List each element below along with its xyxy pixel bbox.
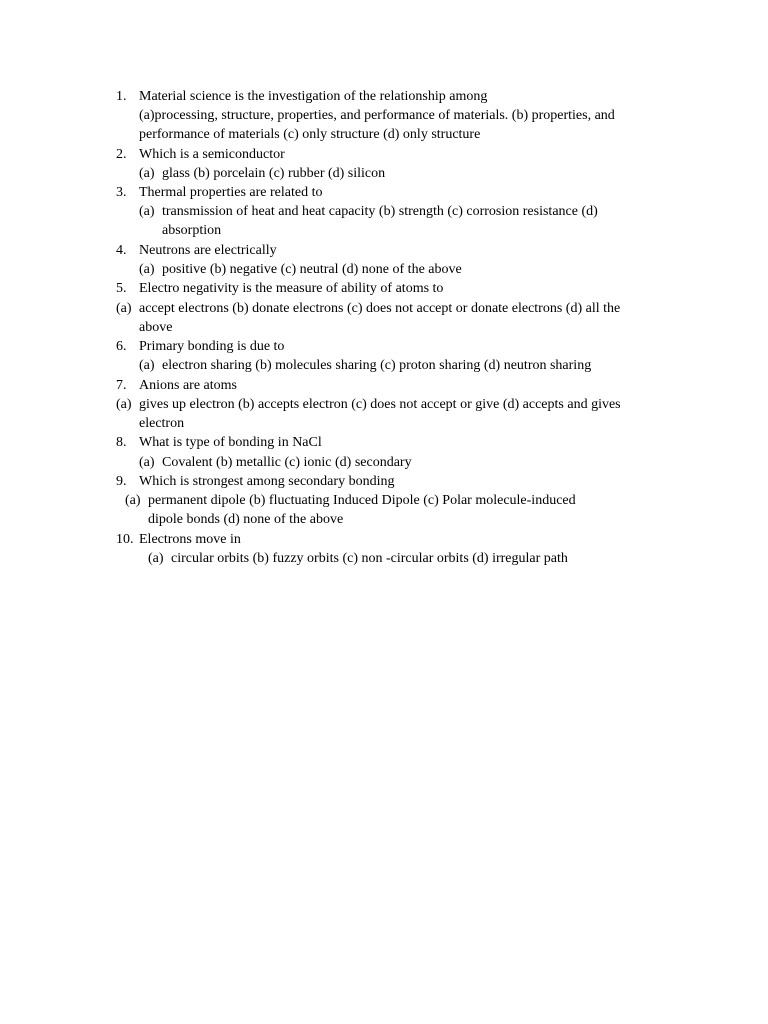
question-options-line: absorption xyxy=(162,223,222,238)
question-options-line: permanent dipole (b) fluctuating Induced Dipole (c) Polar molecule-induced xyxy=(148,493,576,508)
question-stem: Which is strongest among secondary bonding xyxy=(139,474,395,489)
question-options-line: accept electrons (b) donate electrons (c) does not accept or donate electrons (d) all the xyxy=(139,301,621,316)
question-options-line: gives up electron (b) accepts electron (c) does not accept or give (d) accepts and gives xyxy=(139,397,621,412)
option-marker: (a) xyxy=(139,358,155,373)
option-marker: (a) xyxy=(116,397,132,412)
question-options-line: (a)processing, structure, properties, and performance of materials. (b) properties, and xyxy=(139,108,615,123)
question-stem: Neutrons are electrically xyxy=(139,243,277,258)
question-options-line: circular orbits (b) fuzzy orbits (c) non -circular orbits (d) irregular path xyxy=(171,551,568,566)
question-stem: Thermal properties are related to xyxy=(139,185,323,200)
question-stem: Which is a semiconductor xyxy=(139,147,285,162)
option-marker: (a) xyxy=(139,262,155,277)
question-options-line: transmission of heat and heat capacity (b) strength (c) corrosion resistance (d) xyxy=(162,204,598,219)
question-number: 5. xyxy=(116,281,127,296)
question-number: 6. xyxy=(116,339,127,354)
question-number: 4. xyxy=(116,243,127,258)
question-options-line: electron sharing (b) molecules sharing (c) proton sharing (d) neutron sharing xyxy=(162,358,592,373)
question-stem: What is type of bonding in NaCl xyxy=(139,435,322,450)
question-stem: Anions are atoms xyxy=(139,378,237,393)
question-number: 9. xyxy=(116,474,127,489)
question-stem: Electrons move in xyxy=(139,532,241,547)
question-options-line: above xyxy=(139,320,173,335)
question-number: 10. xyxy=(116,532,134,547)
question-options-line: Covalent (b) metallic (c) ionic (d) secondary xyxy=(162,455,412,470)
question-stem: Primary bonding is due to xyxy=(139,339,285,354)
question-options-line: dipole bonds (d) none of the above xyxy=(148,512,344,527)
question-options-line: electron xyxy=(139,416,185,431)
option-marker: (a) xyxy=(139,166,155,181)
question-number: 7. xyxy=(116,378,127,393)
option-marker: (a) xyxy=(148,551,164,566)
question-number: 8. xyxy=(116,435,127,450)
option-marker: (a) xyxy=(125,493,141,508)
question-number: 1. xyxy=(116,89,127,104)
option-marker: (a) xyxy=(116,301,132,316)
option-marker: (a) xyxy=(139,455,155,470)
question-number: 3. xyxy=(116,185,127,200)
question-stem: Electro negativity is the measure of ability of atoms to xyxy=(139,281,444,296)
question-options-line: glass (b) porcelain (c) rubber (d) silicon xyxy=(162,166,386,181)
question-stem: Material science is the investigation of the relationship among xyxy=(139,89,488,104)
question-options-line: performance of materials (c) only structure (d) only structure xyxy=(139,127,481,142)
option-marker: (a) xyxy=(139,204,155,219)
question-number: 2. xyxy=(116,147,127,162)
question-options-line: positive (b) negative (c) neutral (d) none of the above xyxy=(162,262,462,277)
